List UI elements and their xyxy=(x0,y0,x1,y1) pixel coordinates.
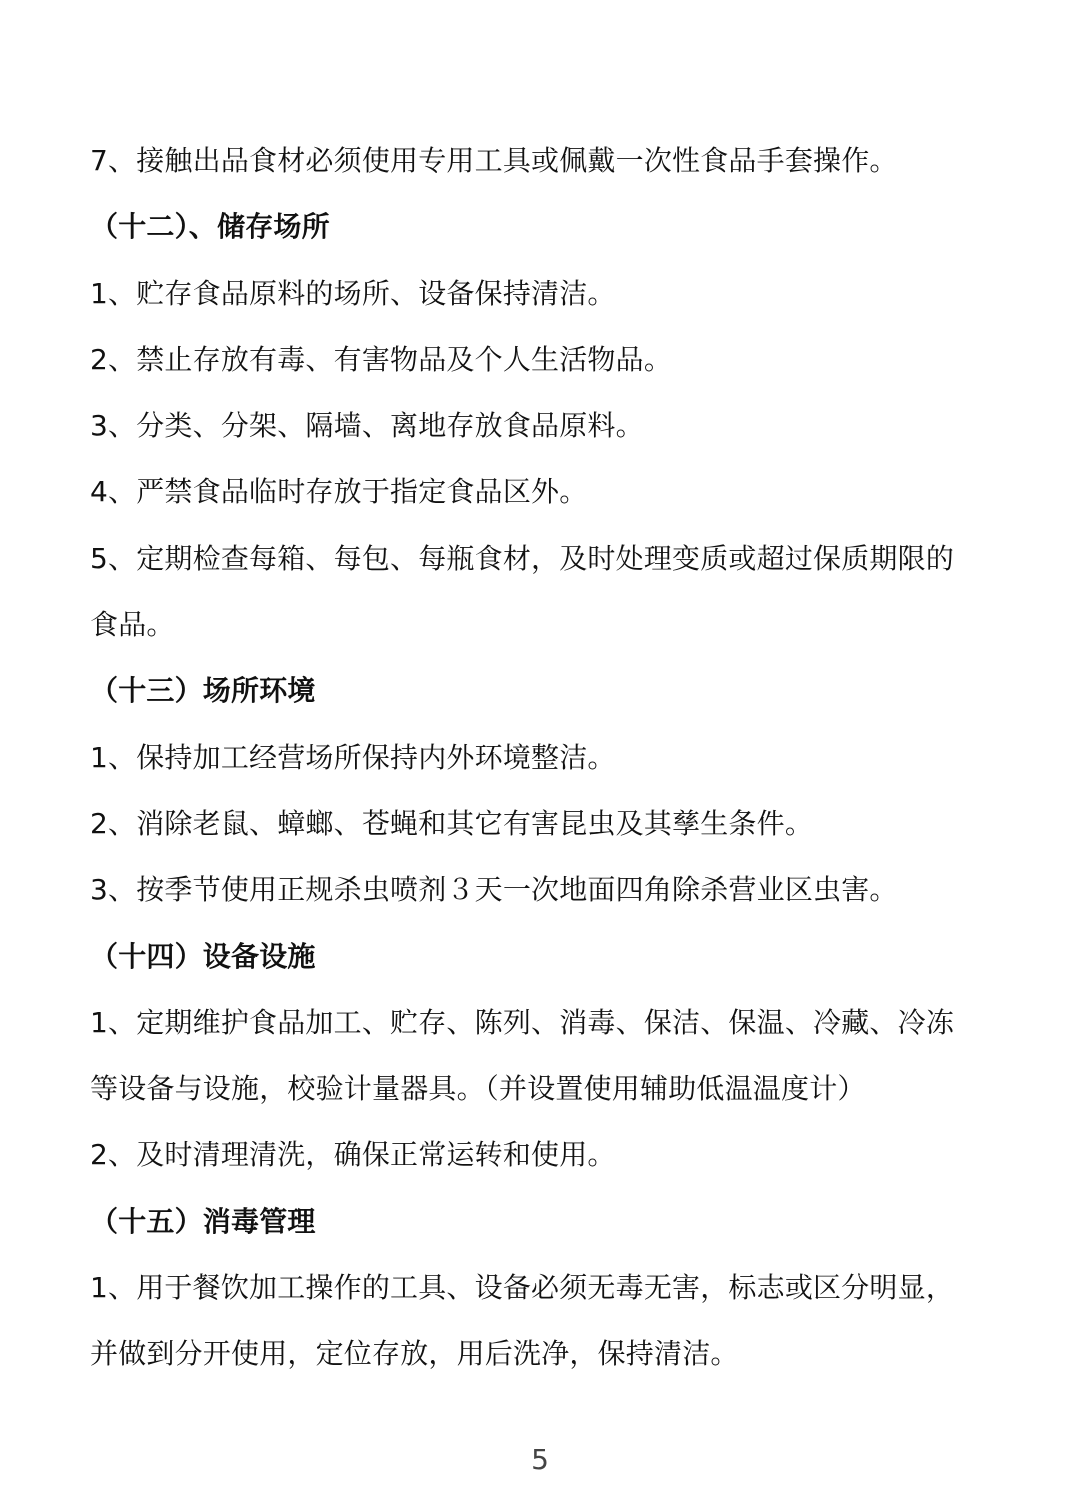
item-line: 4、严禁食品临时存放于指定食品区外。 xyxy=(90,475,588,509)
item-line-continued: 并做到分开使用，定位存放，用后洗净，保持清洁。 xyxy=(90,1337,739,1371)
item-line: 3、按季节使用正规杀虫喷剂３天一次地面四角除杀营业区虫害。 xyxy=(90,873,898,907)
item-line: 3、分类、分架、隔墙、离地存放食品原料。 xyxy=(90,409,644,443)
item-line: 7、接触出品食材必须使用专用工具或佩戴一次性食品手套操作。 xyxy=(90,144,898,177)
section-heading: （十三）场所环境 xyxy=(90,674,316,708)
item-line: 1、定期维护食品加工、贮存、陈列、消毒、保洁、保温、冷藏、冷冻 xyxy=(90,1005,955,1039)
item-line: 1、保持加工经营场所保持内外环境整洁。 xyxy=(90,740,616,774)
section-heading: （十二）、储存场所 xyxy=(90,210,330,244)
document-body xyxy=(90,128,1000,1388)
item-line: 2、禁止存放有毒、有害物品及个人生活物品。 xyxy=(90,342,673,376)
item-line: 5、定期检查每箱、每包、每瓶食材，及时处理变质或超过保质期限的 xyxy=(90,541,955,575)
item-line: 2、及时清理清洗，确保正常运转和使用。 xyxy=(90,1138,616,1172)
item-line: 1、贮存食品原料的场所、设备保持清洁。 xyxy=(90,276,616,310)
item-line: 1、用于餐饮加工操作的工具、设备必须无毒无害，标志或区分明显， xyxy=(90,1271,955,1305)
item-line: 2、消除老鼠、蟑螂、苍蝇和其它有害昆虫及其孳生条件。 xyxy=(90,806,814,840)
item-line-continued: 食品。 xyxy=(90,608,175,642)
page-number: 5 xyxy=(531,1443,549,1476)
item-line-continued: 等设备与设施，校验计量器具。（并设置使用辅助低温温度计） xyxy=(90,1072,866,1106)
section-heading: （十五）消毒管理 xyxy=(90,1204,316,1238)
section-heading: （十四）设备设施 xyxy=(90,939,316,973)
